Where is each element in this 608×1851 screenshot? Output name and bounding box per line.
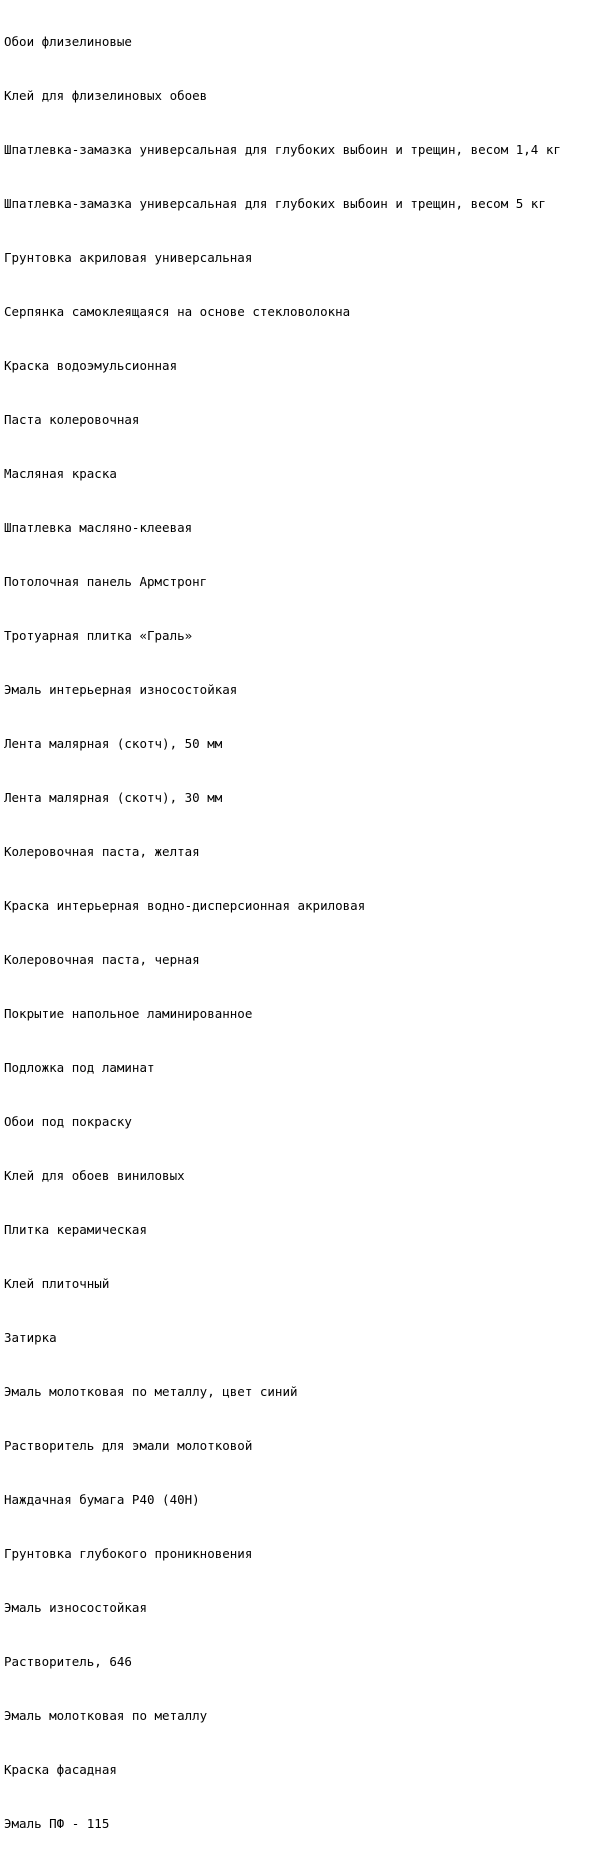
- list-item: Грунтовка акриловая универсальная: [4, 250, 253, 265]
- list-item: Эмаль молотковая по металлу, цвет синий: [4, 1384, 298, 1399]
- list-item: Серпянка самоклеящаяся на основе стекловолокна: [4, 304, 351, 319]
- list-item: Тротуарная плитка «Граль»: [4, 628, 193, 643]
- list-item: Эмаль интерьерная износостойкая: [4, 682, 238, 697]
- list-item: Грунтовка глубокого проникновения: [4, 1546, 253, 1561]
- list-item: Затирка: [4, 1330, 57, 1345]
- list-item: Шпатлевка-замазка универсальная для глубоких выбоин и трещин, весом 5 кг: [4, 196, 546, 211]
- list-item: Растворитель, 646: [4, 1654, 132, 1669]
- list-item: Колеровочная паста, черная: [4, 952, 200, 967]
- list-item: Клей для флизелиновых обоев: [4, 88, 208, 103]
- list-item: Паста колеровочная: [4, 412, 140, 427]
- list-item: Масляная краска: [4, 466, 117, 481]
- list-item: Краска интерьерная водно-дисперсионная акриловая: [4, 898, 366, 913]
- list-item: Эмаль ПФ - 115: [4, 1816, 110, 1831]
- list-item: Наждачная бумага Р40 (40Н): [4, 1492, 200, 1507]
- list-item: Шпатлевка масляно-клеевая: [4, 520, 193, 535]
- list-item: Растворитель для эмали молотковой: [4, 1438, 253, 1453]
- list-item: Лента малярная (скотч), 50 мм: [4, 736, 223, 751]
- list-item: Эмаль молотковая по металлу: [4, 1708, 208, 1723]
- list-item: Покрытие напольное ламинированное: [4, 1006, 253, 1021]
- list-item: Клей плиточный: [4, 1276, 110, 1291]
- list-item: Плитка керамическая: [4, 1222, 147, 1237]
- list-item: Краска водоэмульсионная: [4, 358, 178, 373]
- list-item: Шпатлевка-замазка универсальная для глубоких выбоин и трещин, весом 1,4 кг: [4, 142, 561, 157]
- list-item: Обои под покраску: [4, 1114, 132, 1129]
- list-item: Клей для обоев виниловых: [4, 1168, 185, 1183]
- list-item: Лента малярная (скотч), 30 мм: [4, 790, 223, 805]
- list-item: Колеровочная паста, желтая: [4, 844, 200, 859]
- list-item: Эмаль износостойкая: [4, 1600, 147, 1615]
- list-item: Обои флизелиновые: [4, 34, 132, 49]
- list-item: Подложка под ламинат: [4, 1060, 155, 1075]
- list-item: Краска фасадная: [4, 1762, 117, 1777]
- list-item: Потолочная панель Армстронг: [4, 574, 208, 589]
